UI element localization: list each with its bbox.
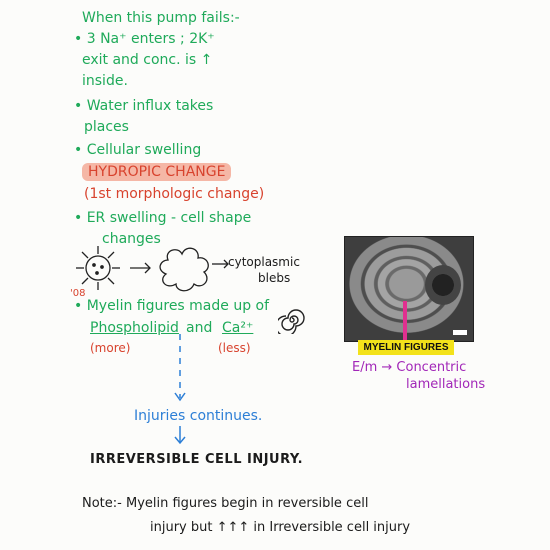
exam-year-tag: '08: [70, 288, 86, 299]
and-text: and: [186, 320, 213, 336]
scale-bar: [453, 330, 467, 335]
irreversible-cell-injury: IRREVERSIBLE CELL INJURY.: [90, 452, 304, 467]
cell-icon: [76, 246, 120, 290]
more-label: (more): [90, 341, 131, 355]
em-concentric: E/m → Concentric: [352, 360, 467, 375]
arrow-right-icon: [130, 263, 150, 273]
bleb-label: cytoplasmic: [228, 255, 300, 269]
arrow-right-icon: [212, 260, 228, 268]
myelin-figures-label: MYELIN FIGURES: [358, 340, 454, 355]
less-label: (less): [218, 341, 251, 355]
nucleus: [425, 265, 461, 305]
bullet-water: • Water influx takes: [74, 98, 214, 114]
note-line1: Note:- Myelin figures begin in reversible cell: [82, 496, 369, 511]
bullet-er-swelling-line2: changes: [102, 231, 161, 247]
bullet-myelin-figures: • Myelin figures made up of: [74, 298, 270, 314]
note-line2: injury but ↑↑↑ in Irreversible cell injury: [150, 520, 411, 535]
phospholipid-text: Phospholipid: [90, 320, 179, 336]
electron-micrograph-image: [344, 236, 474, 342]
heading: When this pump fails:-: [82, 10, 240, 26]
bullet-swelling: • Cellular swelling: [74, 142, 202, 158]
spiral-icon: [278, 306, 306, 334]
em-lamellations: lamellations: [406, 377, 486, 392]
bleb-label-line2: blebs: [258, 271, 291, 285]
injuries-continue: Injuries continues.: [134, 408, 263, 424]
bullet-water-line2: places: [84, 119, 129, 135]
calcium-text: Ca²⁺: [222, 320, 254, 336]
pointer-line: [403, 301, 407, 341]
cell-swelling-sketch: [72, 240, 232, 300]
bullet-er-swelling: • ER swelling - cell shape: [74, 210, 252, 226]
first-morphologic-change: (1st morphologic change): [84, 186, 265, 202]
bullet-na-k-line3: inside.: [82, 73, 128, 89]
hydropic-change-highlight: HYDROPIC CHANGE: [82, 163, 231, 181]
bullet-na-k-line2: exit and conc. is ↑: [82, 52, 213, 68]
blebbing-cell-icon: [160, 248, 208, 291]
bullet-na-k: • 3 Na⁺ enters ; 2K⁺: [74, 31, 215, 47]
dashed-arrow-down-icon: [172, 334, 188, 406]
arrow-down-icon: [172, 426, 188, 446]
